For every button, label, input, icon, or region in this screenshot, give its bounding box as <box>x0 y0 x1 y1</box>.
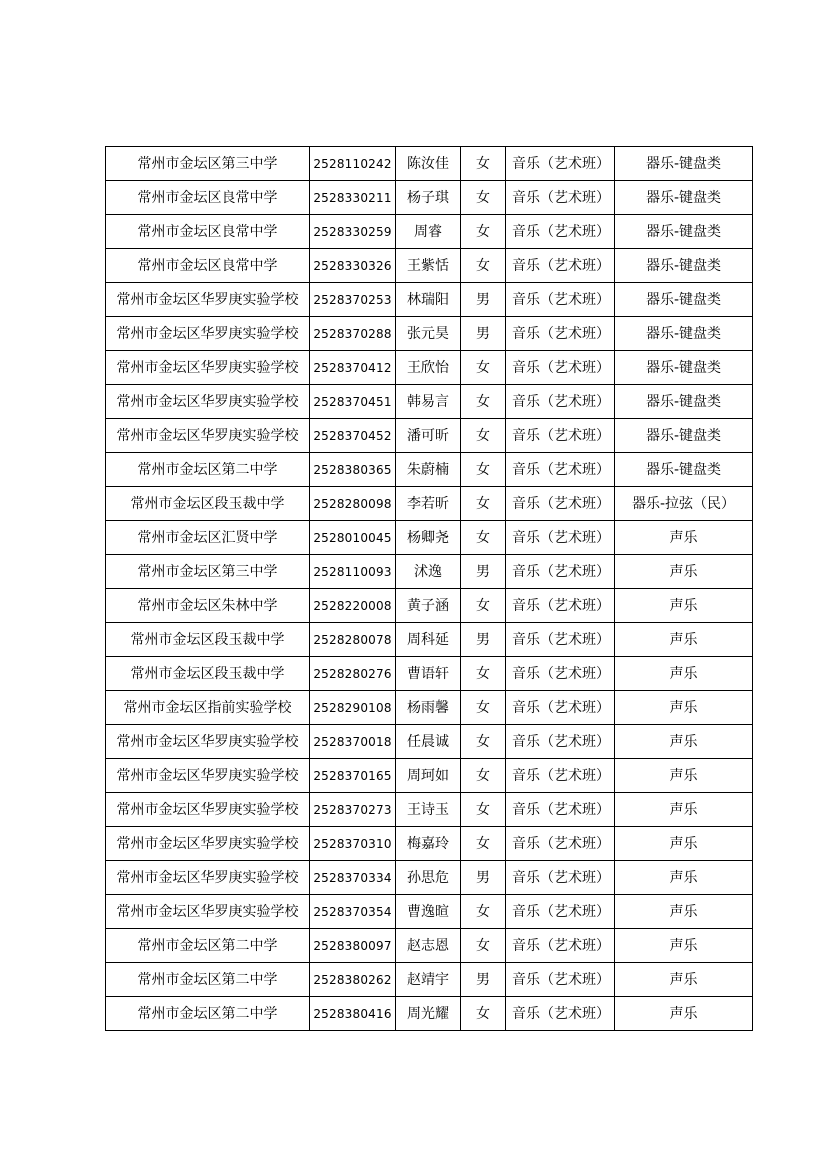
student-id-cell: 2528370452 <box>310 419 396 453</box>
program-cell: 音乐（艺术班） <box>506 351 615 385</box>
table-row <box>106 861 753 895</box>
gender-cell: 女 <box>461 487 506 521</box>
table-row <box>106 521 753 555</box>
student-name-cell: 周科延 <box>396 623 461 657</box>
program-cell: 音乐（艺术班） <box>506 181 615 215</box>
gender-cell: 男 <box>461 317 506 351</box>
program-cell: 音乐（艺术班） <box>506 895 615 929</box>
category-cell: 声乐 <box>615 623 753 657</box>
program-cell: 音乐（艺术班） <box>506 317 615 351</box>
table-row <box>106 351 753 385</box>
student-id-cell: 2528110242 <box>310 147 396 181</box>
program-cell: 音乐（艺术班） <box>506 725 615 759</box>
school-cell: 常州市金坛区华罗庚实验学校 <box>106 419 310 453</box>
program-cell: 音乐（艺术班） <box>506 997 615 1031</box>
gender-cell: 女 <box>461 419 506 453</box>
student-name-cell: 赵志恩 <box>396 929 461 963</box>
table-row <box>106 589 753 623</box>
school-cell: 常州市金坛区第二中学 <box>106 453 310 487</box>
student-id-cell: 2528280098 <box>310 487 396 521</box>
student-name-cell: 周光耀 <box>396 997 461 1031</box>
school-cell: 常州市金坛区华罗庚实验学校 <box>106 351 310 385</box>
category-cell: 器乐-键盘类 <box>615 351 753 385</box>
student-id-cell: 2528380262 <box>310 963 396 997</box>
program-cell: 音乐（艺术班） <box>506 385 615 419</box>
student-id-cell: 2528370253 <box>310 283 396 317</box>
gender-cell: 女 <box>461 147 506 181</box>
school-cell: 常州市金坛区华罗庚实验学校 <box>106 385 310 419</box>
category-cell: 声乐 <box>615 521 753 555</box>
category-cell: 声乐 <box>615 589 753 623</box>
table-row <box>106 963 753 997</box>
student-name-cell: 林瑞阳 <box>396 283 461 317</box>
student-id-cell: 2528280276 <box>310 657 396 691</box>
student-id-cell: 2528380416 <box>310 997 396 1031</box>
table-row <box>106 929 753 963</box>
category-cell: 器乐-键盘类 <box>615 215 753 249</box>
program-cell: 音乐（艺术班） <box>506 487 615 521</box>
program-cell: 音乐（艺术班） <box>506 589 615 623</box>
student-id-cell: 2528370412 <box>310 351 396 385</box>
student-id-cell: 2528380097 <box>310 929 396 963</box>
program-cell: 音乐（艺术班） <box>506 963 615 997</box>
gender-cell: 女 <box>461 725 506 759</box>
student-id-cell: 2528010045 <box>310 521 396 555</box>
program-cell: 音乐（艺术班） <box>506 419 615 453</box>
gender-cell: 女 <box>461 181 506 215</box>
gender-cell: 男 <box>461 861 506 895</box>
gender-cell: 女 <box>461 759 506 793</box>
student-name-cell: 潘可昕 <box>396 419 461 453</box>
student-name-cell: 朱蔚楠 <box>396 453 461 487</box>
student-name-cell: 任晨诚 <box>396 725 461 759</box>
gender-cell: 女 <box>461 215 506 249</box>
school-cell: 常州市金坛区段玉裁中学 <box>106 657 310 691</box>
table-row <box>106 147 753 181</box>
gender-cell: 女 <box>461 997 506 1031</box>
program-cell: 音乐（艺术班） <box>506 759 615 793</box>
student-id-cell: 2528370354 <box>310 895 396 929</box>
program-cell: 音乐（艺术班） <box>506 793 615 827</box>
school-cell: 常州市金坛区第三中学 <box>106 147 310 181</box>
program-cell: 音乐（艺术班） <box>506 521 615 555</box>
category-cell: 声乐 <box>615 861 753 895</box>
gender-cell: 男 <box>461 283 506 317</box>
student-name-cell: 孙思危 <box>396 861 461 895</box>
category-cell: 器乐-键盘类 <box>615 249 753 283</box>
school-cell: 常州市金坛区第二中学 <box>106 997 310 1031</box>
student-id-cell: 2528370273 <box>310 793 396 827</box>
school-cell: 常州市金坛区良常中学 <box>106 249 310 283</box>
student-name-cell: 梅嘉玲 <box>396 827 461 861</box>
table-row <box>106 487 753 521</box>
table-row <box>106 317 753 351</box>
student-name-cell: 杨子琪 <box>396 181 461 215</box>
table-row <box>106 385 753 419</box>
student-id-cell: 2528370334 <box>310 861 396 895</box>
table-row <box>106 453 753 487</box>
school-cell: 常州市金坛区良常中学 <box>106 181 310 215</box>
student-name-cell: 王欣怡 <box>396 351 461 385</box>
student-id-cell: 2528370165 <box>310 759 396 793</box>
gender-cell: 男 <box>461 623 506 657</box>
student-id-cell: 2528290108 <box>310 691 396 725</box>
table-row <box>106 419 753 453</box>
table-row <box>106 623 753 657</box>
student-name-cell: 曹语轩 <box>396 657 461 691</box>
gender-cell: 女 <box>461 385 506 419</box>
table-row <box>106 657 753 691</box>
category-cell: 器乐-键盘类 <box>615 181 753 215</box>
student-name-cell: 黄子涵 <box>396 589 461 623</box>
category-cell: 声乐 <box>615 657 753 691</box>
school-cell: 常州市金坛区段玉裁中学 <box>106 487 310 521</box>
school-cell: 常州市金坛区华罗庚实验学校 <box>106 725 310 759</box>
gender-cell: 女 <box>461 793 506 827</box>
gender-cell: 女 <box>461 929 506 963</box>
gender-cell: 女 <box>461 589 506 623</box>
student-id-cell: 2528220008 <box>310 589 396 623</box>
student-id-cell: 2528330326 <box>310 249 396 283</box>
gender-cell: 男 <box>461 963 506 997</box>
gender-cell: 女 <box>461 895 506 929</box>
program-cell: 音乐（艺术班） <box>506 453 615 487</box>
gender-cell: 女 <box>461 249 506 283</box>
category-cell: 声乐 <box>615 963 753 997</box>
student-id-cell: 2528110093 <box>310 555 396 589</box>
category-cell: 器乐-键盘类 <box>615 283 753 317</box>
student-name-cell: 王紫恬 <box>396 249 461 283</box>
table-row <box>106 725 753 759</box>
category-cell: 器乐-键盘类 <box>615 385 753 419</box>
table-row <box>106 895 753 929</box>
school-cell: 常州市金坛区华罗庚实验学校 <box>106 283 310 317</box>
school-cell: 常州市金坛区华罗庚实验学校 <box>106 317 310 351</box>
school-cell: 常州市金坛区第二中学 <box>106 929 310 963</box>
category-cell: 声乐 <box>615 691 753 725</box>
student-id-cell: 2528370288 <box>310 317 396 351</box>
school-cell: 常州市金坛区华罗庚实验学校 <box>106 759 310 793</box>
student-name-cell: 韩易言 <box>396 385 461 419</box>
category-cell: 声乐 <box>615 759 753 793</box>
school-cell: 常州市金坛区朱林中学 <box>106 589 310 623</box>
program-cell: 音乐（艺术班） <box>506 929 615 963</box>
table-row <box>106 555 753 589</box>
table-row <box>106 997 753 1031</box>
program-cell: 音乐（艺术班） <box>506 623 615 657</box>
student-id-cell: 2528370451 <box>310 385 396 419</box>
table-row <box>106 181 753 215</box>
gender-cell: 女 <box>461 351 506 385</box>
student-name-cell: 陈汝佳 <box>396 147 461 181</box>
school-cell: 常州市金坛区华罗庚实验学校 <box>106 861 310 895</box>
student-name-cell: 杨雨馨 <box>396 691 461 725</box>
category-cell: 声乐 <box>615 555 753 589</box>
roster-body <box>106 147 753 1031</box>
student-id-cell: 2528330259 <box>310 215 396 249</box>
category-cell: 器乐-键盘类 <box>615 419 753 453</box>
student-name-cell: 赵靖宇 <box>396 963 461 997</box>
category-cell: 器乐-键盘类 <box>615 453 753 487</box>
program-cell: 音乐（艺术班） <box>506 861 615 895</box>
school-cell: 常州市金坛区段玉裁中学 <box>106 623 310 657</box>
category-cell: 声乐 <box>615 895 753 929</box>
program-cell: 音乐（艺术班） <box>506 249 615 283</box>
table-row <box>106 827 753 861</box>
school-cell: 常州市金坛区良常中学 <box>106 215 310 249</box>
gender-cell: 女 <box>461 521 506 555</box>
student-name-cell: 杨卿尧 <box>396 521 461 555</box>
program-cell: 音乐（艺术班） <box>506 657 615 691</box>
program-cell: 音乐（艺术班） <box>506 691 615 725</box>
category-cell: 声乐 <box>615 725 753 759</box>
table-row <box>106 249 753 283</box>
category-cell: 器乐-键盘类 <box>615 147 753 181</box>
category-cell: 声乐 <box>615 929 753 963</box>
school-cell: 常州市金坛区华罗庚实验学校 <box>106 827 310 861</box>
school-cell: 常州市金坛区第三中学 <box>106 555 310 589</box>
student-id-cell: 2528370018 <box>310 725 396 759</box>
gender-cell: 女 <box>461 827 506 861</box>
program-cell: 音乐（艺术班） <box>506 555 615 589</box>
program-cell: 音乐（艺术班） <box>506 215 615 249</box>
program-cell: 音乐（艺术班） <box>506 827 615 861</box>
table-row <box>106 691 753 725</box>
category-cell: 器乐-键盘类 <box>615 317 753 351</box>
school-cell: 常州市金坛区华罗庚实验学校 <box>106 895 310 929</box>
student-name-cell: 沭逸 <box>396 555 461 589</box>
school-cell: 常州市金坛区华罗庚实验学校 <box>106 793 310 827</box>
category-cell: 声乐 <box>615 793 753 827</box>
table-row <box>106 215 753 249</box>
student-name-cell: 张元昊 <box>396 317 461 351</box>
table-row <box>106 793 753 827</box>
student-id-cell: 2528370310 <box>310 827 396 861</box>
school-cell: 常州市金坛区第二中学 <box>106 963 310 997</box>
category-cell: 声乐 <box>615 827 753 861</box>
student-name-cell: 周睿 <box>396 215 461 249</box>
student-name-cell: 曹逸暄 <box>396 895 461 929</box>
student-name-cell: 王诗玉 <box>396 793 461 827</box>
table-row <box>106 759 753 793</box>
student-name-cell: 李若昕 <box>396 487 461 521</box>
program-cell: 音乐（艺术班） <box>506 283 615 317</box>
table-row <box>106 283 753 317</box>
gender-cell: 女 <box>461 657 506 691</box>
school-cell: 常州市金坛区汇贤中学 <box>106 521 310 555</box>
student-id-cell: 2528280078 <box>310 623 396 657</box>
gender-cell: 女 <box>461 453 506 487</box>
school-cell: 常州市金坛区指前实验学校 <box>106 691 310 725</box>
student-id-cell: 2528330211 <box>310 181 396 215</box>
student-id-cell: 2528380365 <box>310 453 396 487</box>
gender-cell: 女 <box>461 691 506 725</box>
category-cell: 器乐-拉弦（民） <box>615 487 753 521</box>
student-name-cell: 周珂如 <box>396 759 461 793</box>
category-cell: 声乐 <box>615 997 753 1031</box>
gender-cell: 男 <box>461 555 506 589</box>
student-roster-table <box>105 146 753 1031</box>
program-cell: 音乐（艺术班） <box>506 147 615 181</box>
